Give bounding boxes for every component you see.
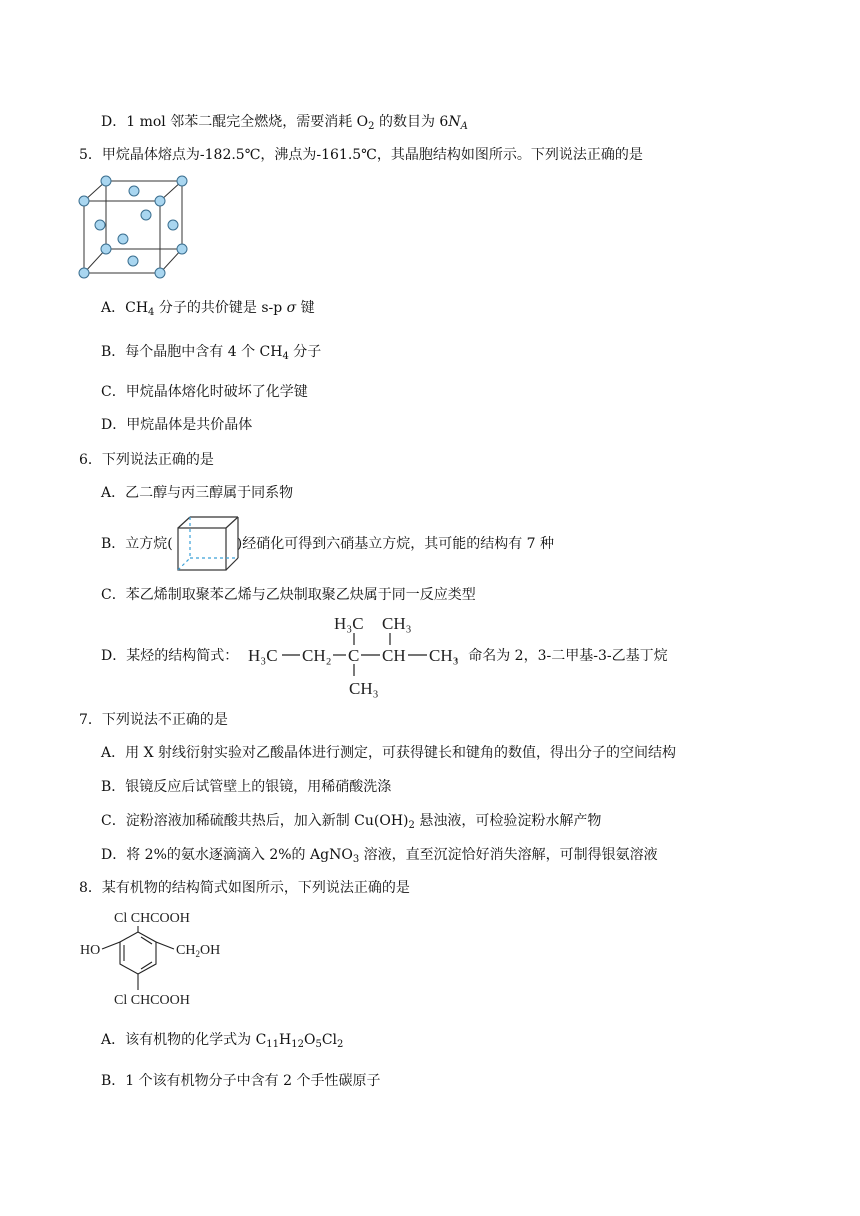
option-text: 银镜反应后试管壁上的银镜，用稀硝酸洗涤 (125, 779, 392, 795)
figure-right-group: $CH_2OH$ (176, 943, 221, 959)
subscript: 12 (291, 1039, 304, 1050)
subscript: 5 (315, 1039, 322, 1050)
q5-stem: 5．甲烷晶体熔点为-182.5℃，沸点为-161.5℃，其晶胞结构如图所示。下列说法正确的是 (79, 147, 643, 163)
subscript: 2 (368, 121, 375, 132)
option-text: 用 X 射线衍射实验对乙酸晶体进行测定，可获得键长和键角的数值，得出分子的空间结构 (125, 745, 676, 761)
option-text: 乙二醇与丙三醇属于同系物 (125, 485, 294, 501)
q7-option-b (101, 777, 391, 797)
option-text: 每个晶胞中含有 4 个 CH (125, 344, 283, 360)
option-text: 该有机物的化学式为 C (125, 1032, 267, 1048)
option-text-tail: )经硝化可得到六硝基立方烷，其可能的结构有 7 种 (236, 536, 555, 552)
formula-group-1: H₃C (248, 646, 278, 665)
option-label: D． (101, 114, 127, 130)
formula-group-4: CH (382, 646, 406, 665)
formula-group-2: CH₂ (302, 646, 332, 665)
option-text-tail: ，命名为 2，3-二甲基-3-乙基丁烷 (454, 648, 668, 664)
formula-bottom: CH₃ (349, 679, 379, 698)
q5-option-d (101, 415, 252, 435)
q6-stem: 6．下列说法正确的是 (79, 452, 214, 468)
option-label: A． (101, 1032, 126, 1048)
cubane-figure (175, 514, 243, 572)
option-label: C． (101, 813, 126, 829)
q5-option-c (101, 382, 308, 402)
option-label: D． (101, 648, 127, 664)
option-text-mid: 的数目为 6 (374, 114, 449, 130)
option-label: B． (101, 344, 126, 360)
option-text: 1 mol 邻苯二醌完全燃烧，需要消耗 O (126, 114, 369, 130)
option-label: A． (101, 745, 126, 761)
formula-text: CH (125, 300, 149, 316)
option-label: A． (101, 300, 126, 316)
option-text-tail: 键 (296, 300, 315, 316)
option-text: 分子的共价键是 s-p (154, 300, 287, 316)
formula-part: Cl (321, 1032, 338, 1048)
organic-structure-figure (78, 908, 238, 1008)
option-label: D． (101, 417, 127, 433)
option-text-tail: 溶液，直至沉淀恰好消失溶解，可制得银氨溶液 (359, 847, 658, 863)
q5-option-a (101, 298, 315, 318)
option-label: C． (101, 384, 126, 400)
q7-option-c (101, 811, 601, 831)
option-text: 甲烷晶体是共价晶体 (126, 417, 253, 433)
avogadro-symbol: N (448, 114, 461, 130)
hydrocarbon-structural-formula (246, 610, 466, 700)
option-label: A． (101, 485, 126, 501)
sigma-symbol: σ (286, 300, 297, 316)
option-text: 立方烷( (125, 536, 173, 552)
subscript: 2 (408, 820, 415, 831)
option-label: B． (101, 536, 126, 552)
q8-stem: 8．某有机物的结构简式如图所示，下列说法正确的是 (79, 880, 410, 896)
q8-option-a (101, 1030, 343, 1050)
subscript: 4 (148, 307, 155, 318)
option-text-tail: 分子 (288, 344, 322, 360)
option-text: 某烃的结构简式： (126, 648, 239, 664)
figure-bottom-group: Cl CHCOOH (114, 993, 190, 1008)
q6-option-c (101, 585, 476, 605)
subscript: 2 (337, 1039, 344, 1050)
subscript: A (460, 121, 468, 132)
formula-top-right: CH₃ (382, 614, 412, 633)
option-text: 1 个该有机物分子中含有 2 个手性碳原子 (125, 1073, 381, 1089)
q7-stem: 7．下列说法不正确的是 (79, 712, 228, 728)
option-text: 将 2%的氨水逐滴滴入 2%的 AgNO (126, 847, 353, 863)
q6-option-b (101, 534, 554, 554)
formula-part: O (303, 1032, 316, 1048)
formula-group-3: C (348, 646, 360, 665)
subscript: 3 (352, 854, 360, 865)
option-label: B． (101, 1073, 126, 1089)
q6-option-a (101, 483, 293, 503)
option-label: C． (101, 587, 126, 603)
option-label: B． (101, 779, 126, 795)
formula-group-5: CH₃ (429, 646, 459, 665)
formula-part: H (279, 1032, 292, 1048)
subscript: 4 (282, 351, 289, 362)
figure-top-group: Cl CHCOOH (114, 911, 190, 926)
q8-option-b (101, 1071, 380, 1091)
figure-left-group: HO (80, 943, 101, 958)
formula-top-left: H₃C (334, 614, 364, 633)
option-text: 甲烷晶体熔化时破坏了化学键 (125, 384, 308, 400)
option-text: 淀粉溶液加稀硫酸共热后，加入新制 Cu(OH) (125, 813, 409, 829)
methane-unit-cell-figure (78, 173, 190, 281)
option-label: D． (101, 847, 127, 863)
option-text-tail: 悬浊液，可检验淀粉水解产物 (414, 813, 602, 829)
q5-option-b (101, 342, 321, 362)
q7-option-d (101, 845, 658, 865)
subscript: 11 (266, 1039, 280, 1050)
option-text: 苯乙烯制取聚苯乙烯与乙炔制取聚乙炔属于同一反应类型 (125, 587, 476, 603)
q7-option-a (101, 743, 676, 763)
q4-option-d (101, 112, 468, 132)
